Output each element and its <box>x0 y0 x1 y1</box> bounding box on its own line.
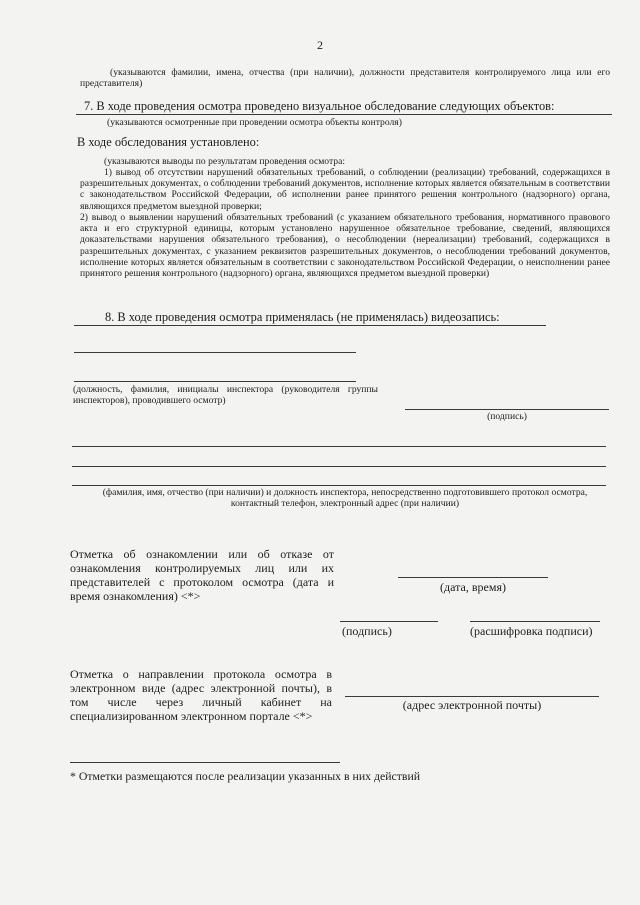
datetime-line <box>398 577 548 578</box>
survey-heading: В ходе обследования установлено: <box>77 135 260 149</box>
survey-item-1: 1) вывод об отсутствии нарушений обязательных требований, о соблюдении (реализации) требований, содержащихся в разрешительных документах, о соблюдении требований документов, исполнение которых является обязательным в соответствии с законодательством Российской Федерации, об исполнении ранее принятого решения контрольного (надзорного) органа, являющихся предметом выездной проверки; <box>80 167 610 212</box>
section-8-title: 8. В ходе проведения осмотра применялась (не применялась) видеозапись: <box>105 310 500 324</box>
preparer-blank-line-2 <box>72 466 606 467</box>
representative-note: (указываются фамилии, имена, отчества (при наличии), должности представителя контролируемого лица или его представителя) <box>80 67 610 90</box>
inspector-signature-caption: (подпись) <box>487 411 527 422</box>
inspector-blank-line-2 <box>74 381 356 382</box>
survey-item-2: 2) вывод о выявлении нарушений обязательных требований (с указанием обязательного требования, нормативного правового акта и его структурной единицы, которым установлено нарушенное обязательное требование, сведений, являющихся доказательствами нарушения обязательного требования), о несоблюдении (нереализации) требований, содержащихся в разрешительных документах, с указанием реквизитов разрешительных документов, о несоблюдении требований документов, исполнение которых является обязательным в соответствии с законодательством Российской Федерации, о неисполнении ранее принятого решения контрольного (надзорного) органа, являющихся предметом выездной проверки) <box>80 212 610 280</box>
footnote-text: * Отметки размещаются после реализации указанных в них действий <box>70 769 421 783</box>
survey-lead: (указываются выводы по результатам проведения осмотра: <box>104 156 346 167</box>
acquaint-text: Отметка об ознакомлении или об отказе от ознакомления контролируемых лиц или их представителей с протоколом осмотра (дата и время ознакомления) <*> <box>70 547 334 603</box>
decode-line <box>470 621 600 622</box>
acquaint-signature-line <box>340 621 438 622</box>
datetime-caption: (дата, время) <box>440 580 506 594</box>
email-caption: (адрес электронной почты) <box>402 698 542 712</box>
inspector-caption: (должность, фамилия, инициалы инспектора (руководителя группы инспекторов), проводившего осмотр) <box>73 384 378 407</box>
inspector-blank-line-1 <box>74 352 356 353</box>
electronic-text: Отметка о направлении протокола осмотра в электронном виде (адрес электронной почты), в том числе через личный кабинет на специализированном электронном портале <*> <box>70 667 332 723</box>
preparer-blank-line-3 <box>72 485 606 486</box>
section-8-underline <box>74 325 546 326</box>
preparer-blank-line-1 <box>72 446 606 447</box>
section-7-underline <box>76 114 612 115</box>
section-7-title: 7. В ходе проведения осмотра проведено визуальное обследование следующих объектов: <box>84 99 555 113</box>
decode-caption: (расшифровка подписи) <box>470 624 593 638</box>
footnote-separator <box>70 762 340 763</box>
inspector-signature-line <box>405 409 609 410</box>
email-line <box>345 696 599 697</box>
section-7-note: (указываются осмотренные при проведении осмотра объекты контроля) <box>107 117 402 128</box>
acquaint-signature-caption: (подпись) <box>342 624 392 638</box>
page-number: 2 <box>317 38 323 52</box>
preparer-caption: (фамилия, имя, отчество (при наличии) и должность инспектора, непосредственно подготовившего протокол осмотра, контактный телефон, электронный адрес (при наличии) <box>102 487 588 510</box>
